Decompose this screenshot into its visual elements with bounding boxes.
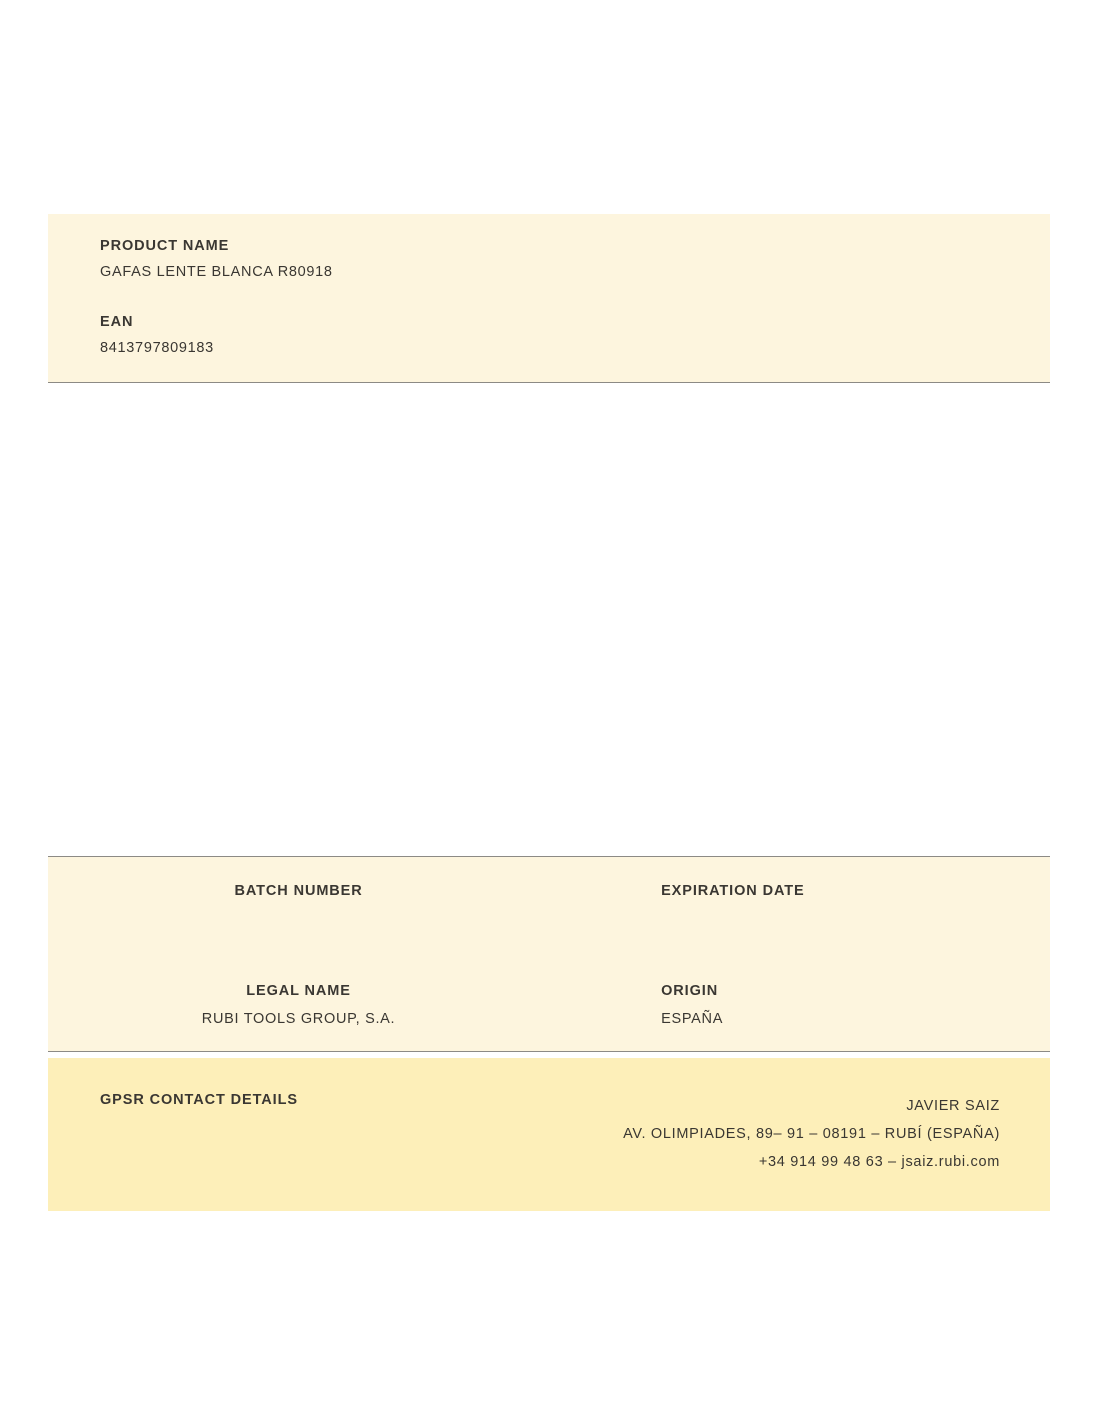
field-spacer [48, 280, 1050, 314]
gpsr-contact-address: AV. OLIMPIADES, 89– 91 – 08191 – RUBÍ (ESPAÑA) [623, 1126, 1000, 1142]
batch-number-label: BATCH NUMBER [234, 883, 363, 899]
batch-legal-block [48, 856, 1050, 1052]
origin-cell [609, 983, 1050, 1029]
batch-row-spacer [48, 929, 1050, 983]
gpsr-contact-block [48, 1058, 1050, 1211]
ean-value: 8413797809183 [100, 340, 214, 356]
gpsr-contact-phone-email: +34 914 99 48 63 – jsaiz.rubi.com [758, 1154, 1000, 1170]
product-info-block [48, 214, 1050, 383]
expiration-date-cell [609, 883, 1050, 929]
legal-row [48, 983, 1050, 1029]
origin-value: ESPAÑA [661, 1011, 724, 1027]
gpsr-inner [48, 1092, 1050, 1176]
batch-number-cell [48, 883, 609, 929]
legal-name-label: LEGAL NAME [246, 983, 351, 999]
gpsr-label: GPSR CONTACT DETAILS [100, 1092, 298, 1108]
legal-name-cell [48, 983, 609, 1029]
ean-label: EAN [100, 314, 134, 330]
origin-label: ORIGIN [661, 983, 719, 999]
batch-number-value [48, 911, 549, 929]
gpsr-contact-lines [623, 1092, 1000, 1176]
product-name-value: GAFAS LENTE BLANCA R80918 [100, 264, 333, 280]
expiration-date-label: EXPIRATION DATE [661, 883, 805, 899]
product-name-label: PRODUCT NAME [100, 238, 230, 254]
empty-content-area [48, 400, 1050, 856]
gpsr-contact-name: JAVIER SAIZ [906, 1098, 1000, 1114]
expiration-date-value [609, 911, 1050, 929]
legal-name-value: RUBI TOOLS GROUP, S.A. [201, 1011, 396, 1027]
batch-row [48, 883, 1050, 929]
